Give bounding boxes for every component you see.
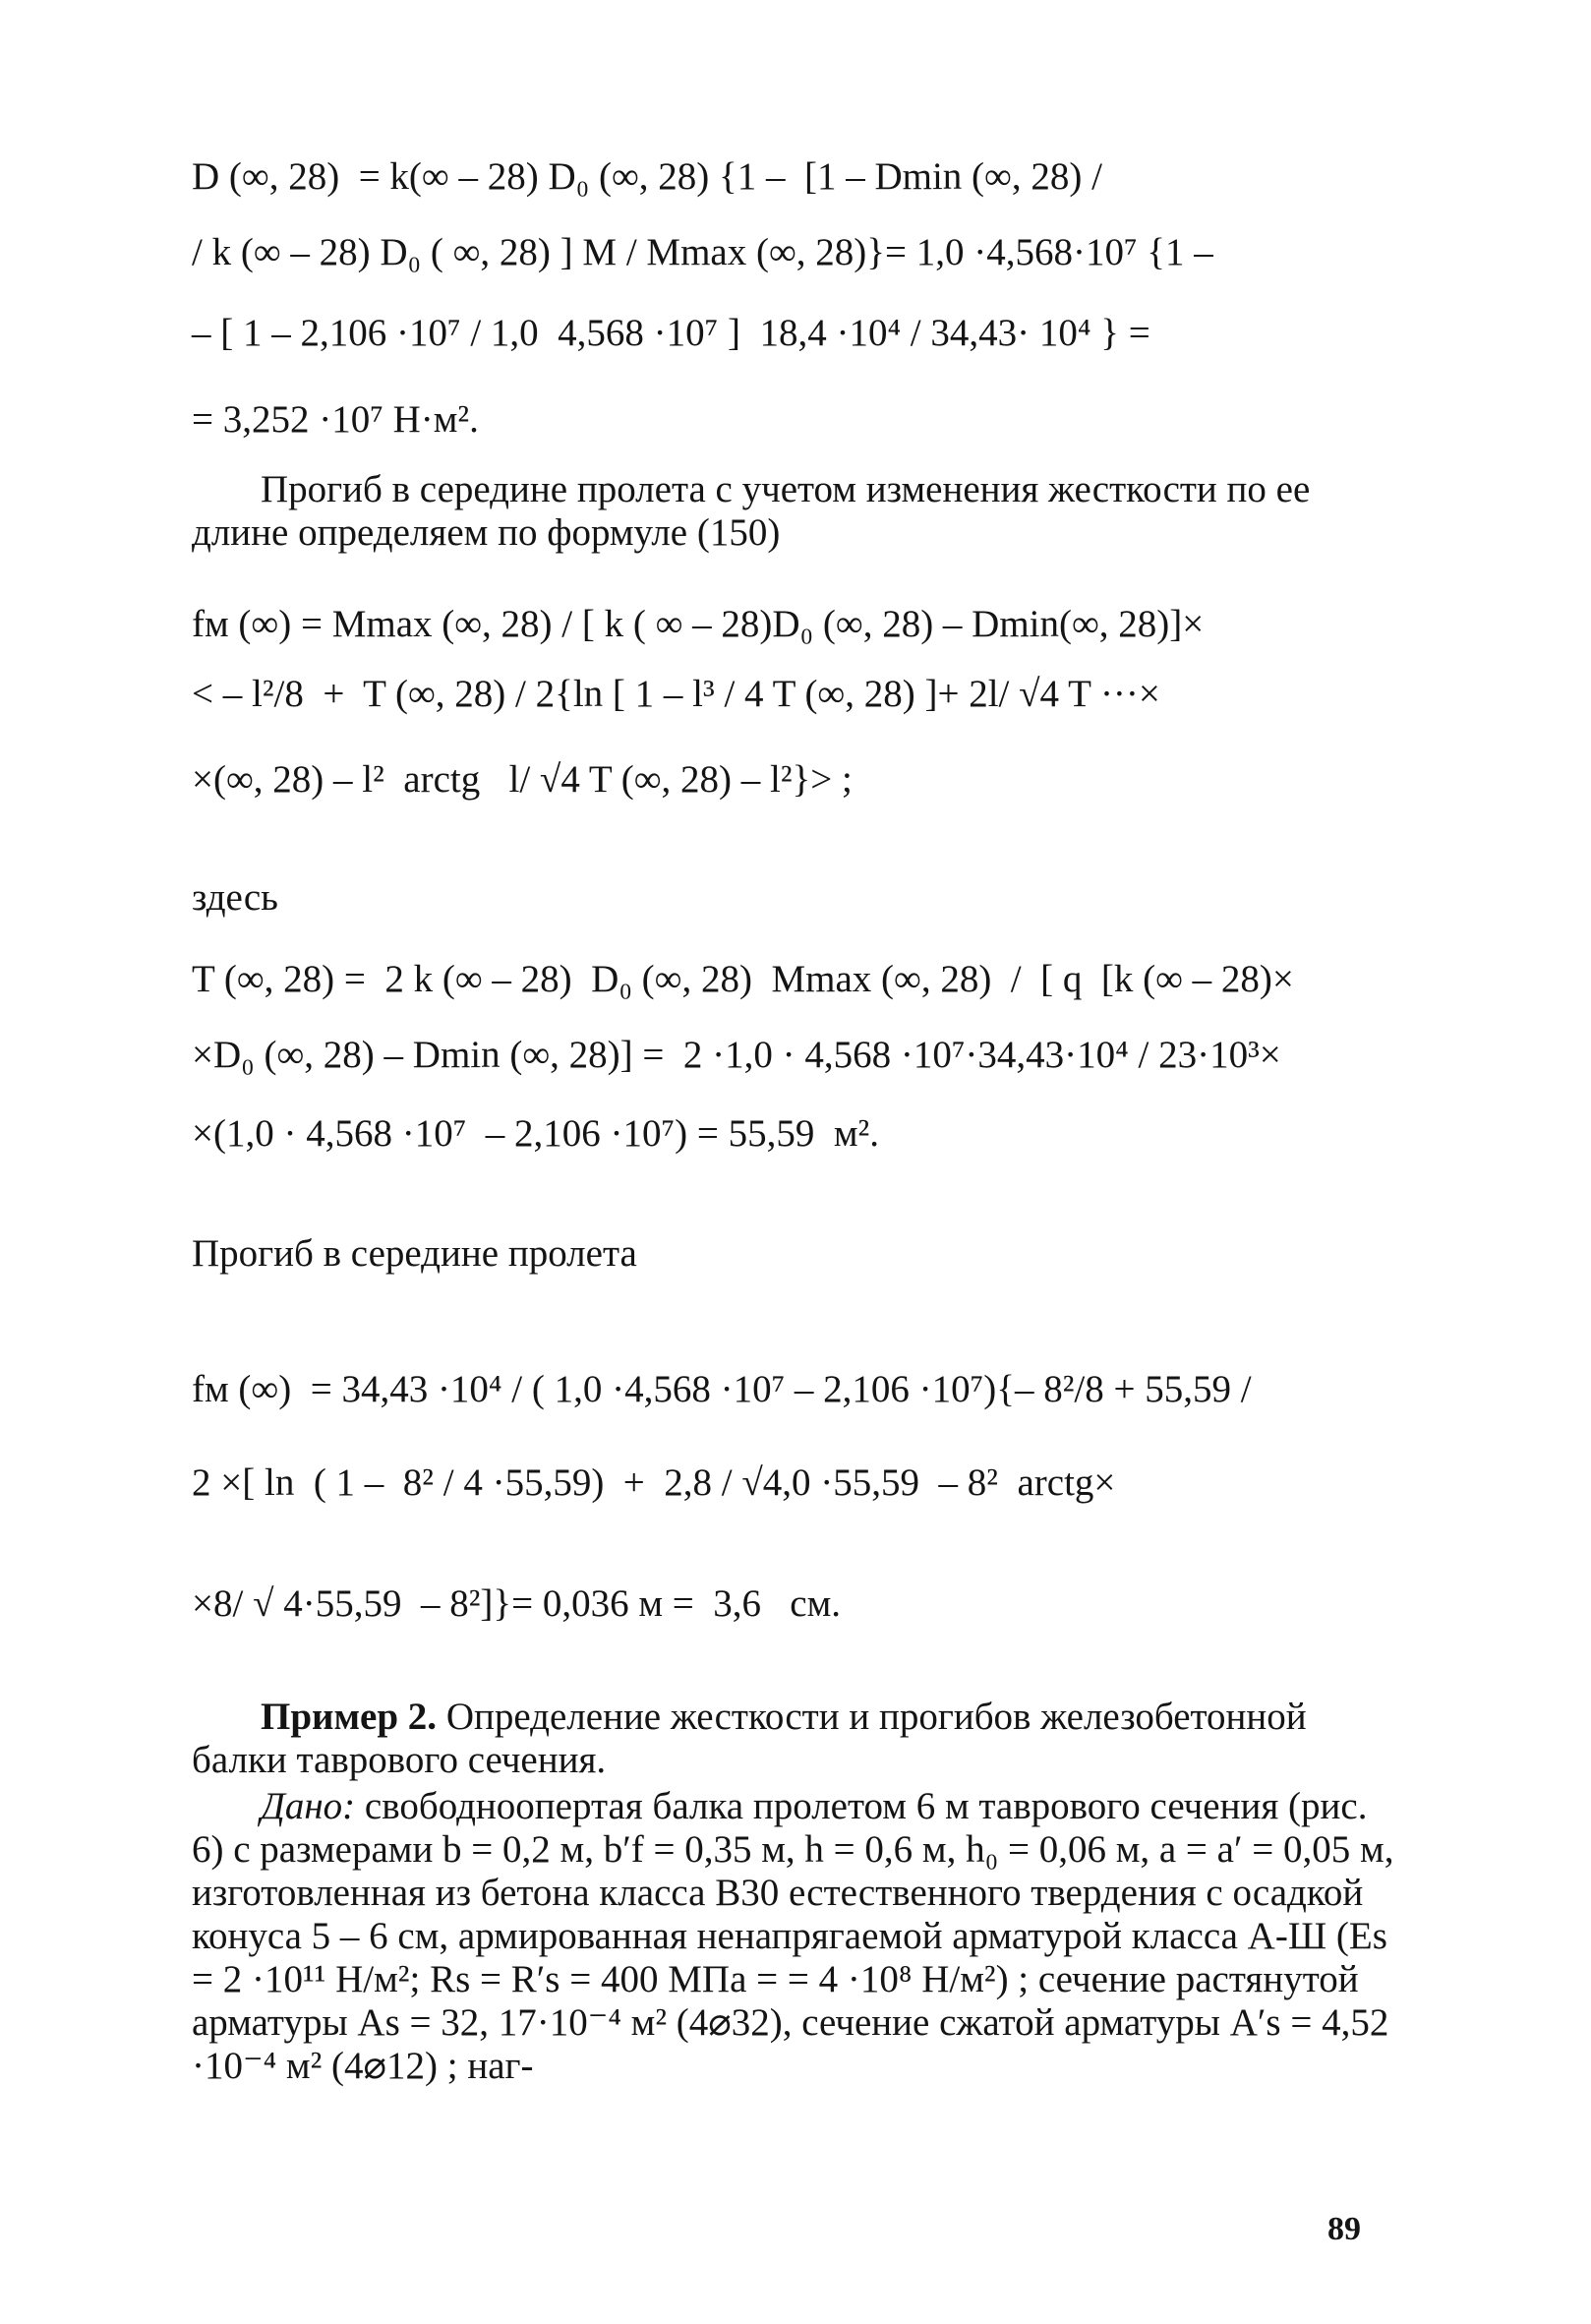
equation-line: ×(1,0 · 4,568 ·10⁷ – 2,106 ·10⁷) = 55,59 м². [192,1112,879,1155]
equation-line: – [ 1 – 2,106 ·10⁷ / 1,0 4,568 ·10⁷ ] 18,4 ·10⁴ / 34,43· 10⁴ } = [192,312,1150,354]
example-heading-paragraph [192,1696,1401,1782]
equation-line: T (∞, 28) = 2 k (∞ – 28) D₀ (∞, 28) Mmax (∞, 28) / [ q [k (∞ – 28)× [192,958,1294,1000]
equation-line: ×D₀ (∞, 28) – Dmin (∞, 28)] = 2 ·1,0 · 4,568 ·10⁷·34,43·10⁴ / 23·10³× [192,1034,1281,1076]
equation-line: fм (∞) = Mmax (∞, 28) / [ k ( ∞ – 28)D₀ (∞, 28) – Dmin(∞, 28)]× [192,603,1205,645]
given-paragraph [192,1785,1401,2088]
equation-line: ×8/ √ 4·55,59 – 8²]}= 0,036 м = 3,6 см. [192,1582,842,1625]
body-text: здесь [192,876,278,919]
equation-line: fм (∞) = 34,43 ·10⁴ / ( 1,0 ·4,568 ·10⁷ – 2,106 ·10⁷){– 8²/8 + 55,59 / [192,1368,1252,1410]
equation-line: 2 ×[ ln ( 1 – 8² / 4 ·55,59) + 2,8 / √4,0 ·55,59 – 8² arctg× [192,1461,1116,1504]
equation-line: ×(∞, 28) – l² arctg l/ √4 T (∞, 28) – l²}> ; [192,758,853,801]
body-text: Прогиб в середине пролета [192,1232,637,1275]
page-number: 89 [1327,2211,1361,2247]
equation-line: < – l²/8 + T (∞, 28) / 2{ln [ 1 – l³ / 4 T (∞, 28) ]+ 2l/ √4 T ···× [192,673,1160,715]
equation-line: / k (∞ – 28) D₀ ( ∞, 28) ] M / Mmax (∞, 28)}= 1,0 ·4,568·10⁷ {1 – [192,231,1213,273]
given-label: Дано: [261,1785,356,1827]
given-text: свободноопертая балка пролетом 6 м таврового сечения (рис. 6) с размерами b = 0,2 м, b′f = 0,35 м, h = 0,6 м, h₀ = 0,06 м, a = a′ = 0,05 м, изготовленная из бетона класса B30 естественного твердения с осадкой конуса 5 – 6 см, армированная ненапрягаемой арматурой класса А-Ш (Es = 2 ·10¹¹ Н/м²; Rs = R′s = 400 МПа = = 4 ·10⁸ Н/м²) ; сечение растянутой арматуры As = 32, 17·10⁻⁴ м² (4⌀32), сечение сжатой арматуры A′s = 4,52 ·10⁻⁴ м² (4⌀12) ; наг- [192,1785,1394,2087]
body-paragraph: Прогиб в середине пролета с учетом изменения жесткости по ее длине определяем по формуле (150) [192,468,1311,554]
example-text: Определение жесткости и прогибов железобетонной балки таврового сечения. [192,1696,1307,1781]
equation-line: D (∞, 28) = k(∞ – 28) D₀ (∞, 28) {1 – [1 – Dmin (∞, 28) / [192,155,1102,198]
example-label: Пример 2. [261,1696,438,1738]
equation-line: = 3,252 ·10⁷ Н·м². [192,398,479,441]
